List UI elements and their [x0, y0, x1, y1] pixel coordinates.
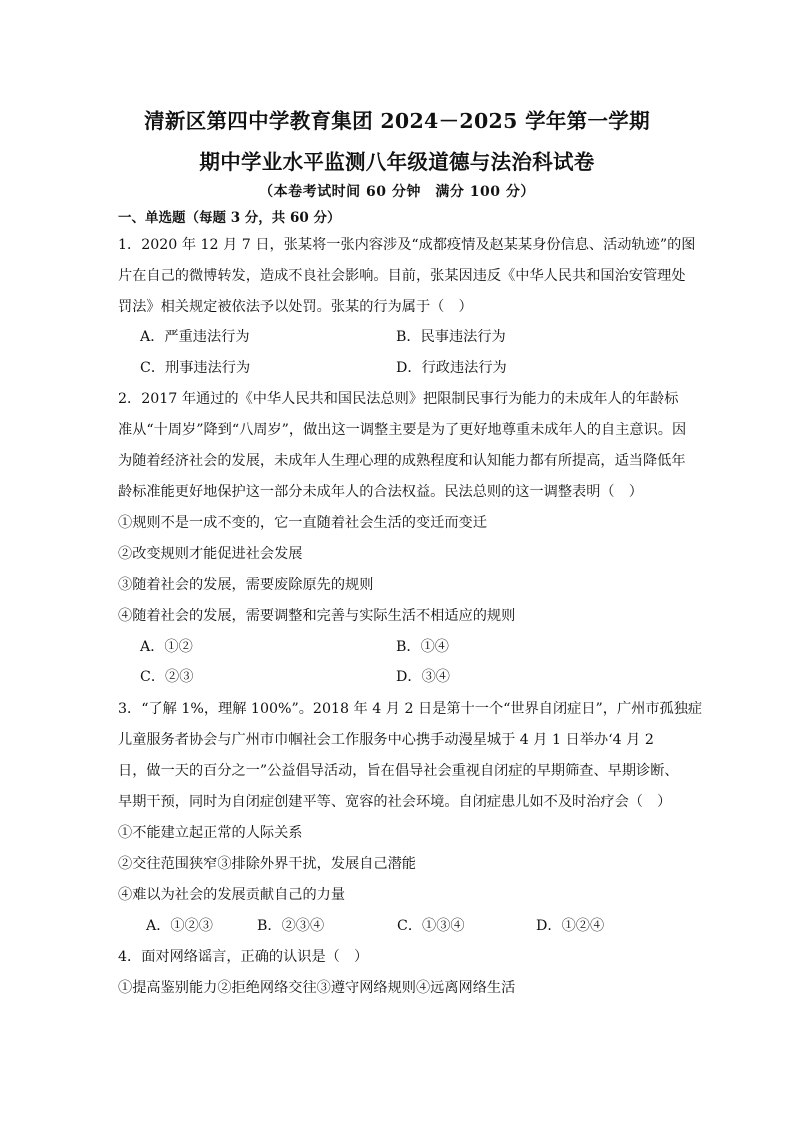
q1-text-line: 罚法》相关规定被依法予以处罚。张某的行为属于（ ） [118, 299, 473, 315]
q2-statement: ①规则不是一成不变的，它一直随着社会生活的变迁而变迁 [118, 515, 487, 531]
q2-text-line: 为随着经济社会的发展，未成年人生理心理的成熟程度和认知能力都有所提高，适当降低年 [118, 453, 686, 469]
q2-option-c: C．②③ [140, 669, 194, 685]
q2-statement: ④随着社会的发展，需要调整和完善与实际生活不相适应的规则 [118, 608, 516, 624]
q2-statement: ③随着社会的发展，需要废除原先的规则 [118, 577, 374, 593]
q3-statement: ①不能建立起正常的人际关系 [118, 825, 303, 841]
q4-statement: ①提高鉴别能力②拒绝网络交往③遵守网络规则④远离网络生活 [118, 980, 516, 996]
q3-statement: ②交往范围狭窄③排除外界干扰，发展自己潜能 [118, 856, 416, 872]
q4-text-line: 4．面对网络谣言，正确的认识是（ ） [118, 949, 369, 965]
q1-option-a: A．严重违法行为 [140, 329, 250, 345]
section-heading: 一、单选题（每题 3 分，共 60 分） [118, 210, 341, 226]
exam-title-line2: 期中学业水平监测八年级道德与法治科试卷 [199, 150, 595, 174]
q3-option-c: C．①③④ [397, 918, 465, 934]
q2-text-line: 准从“十周岁”降到“八周岁”，做出这一调整主要是为了更好地尊重未成年人的自主意识。因 [118, 422, 687, 438]
q1-option-b: B．民事违法行为 [396, 329, 506, 345]
q2-option-a: A．①② [140, 639, 193, 655]
q3-option-a: A．①②③ [146, 918, 213, 934]
q1-option-d: D．行政违法行为 [396, 360, 507, 376]
q1-option-c: C．刑事违法行为 [140, 360, 251, 376]
q2-text-line: 龄标准能更好地保护这一部分未成年人的合法权益。民法总则的这一调整表明（ ） [118, 484, 643, 500]
exam-subtitle: （本卷考试时间 60 分钟 满分 100 分） [259, 184, 535, 200]
q2-option-d: D．③④ [396, 669, 450, 685]
q3-text-line: 3．“了解 1%，理解 100%”。2018 年 4 月 2 日是第十一个“世界自闭症日”，广州市孤独症 [118, 701, 703, 717]
exam-title-line1: 清新区第四中学教育集团 2024－2025 学年第一学期 [144, 109, 650, 133]
q3-text-line: 日，做一天的百分之一”公益倡导活动，旨在倡导社会重视自闭症的早期筛查、早期诊断、 [118, 763, 679, 779]
q3-statement: ④难以为社会的发展贡献自己的力量 [118, 887, 346, 903]
q3-text-line: 儿童服务者协会与广州市巾帼社会工作服务中心携手动漫星城于 4 月 1 日举办‘4 月 2 [118, 732, 654, 748]
q3-option-b: B．②③④ [257, 918, 325, 934]
q3-text-line: 早期干预，同时为自闭症创建平等、宽容的社会环境。自闭症患儿如不及时治疗会（ ） [118, 794, 672, 810]
q3-option-d: D．①②④ [536, 918, 605, 934]
q2-statement: ②改变规则才能促进社会发展 [118, 546, 303, 562]
q1-text-line: 1．2020 年 12 月 7 日，张某将一张内容涉及“成都疫情及赵某某身份信息、活动轨迹”的图 [118, 237, 696, 253]
q1-text-line: 片在自己的微博转发，造成不良社会影响。目前，张某因违反《中华人民共和国治安管理处 [118, 268, 686, 284]
q2-text-line: 2．2017 年通过的《中华人民共和国民法总则》把限制民事行为能力的未成年人的年龄标 [118, 391, 679, 407]
q2-option-b: B．①④ [396, 639, 449, 655]
